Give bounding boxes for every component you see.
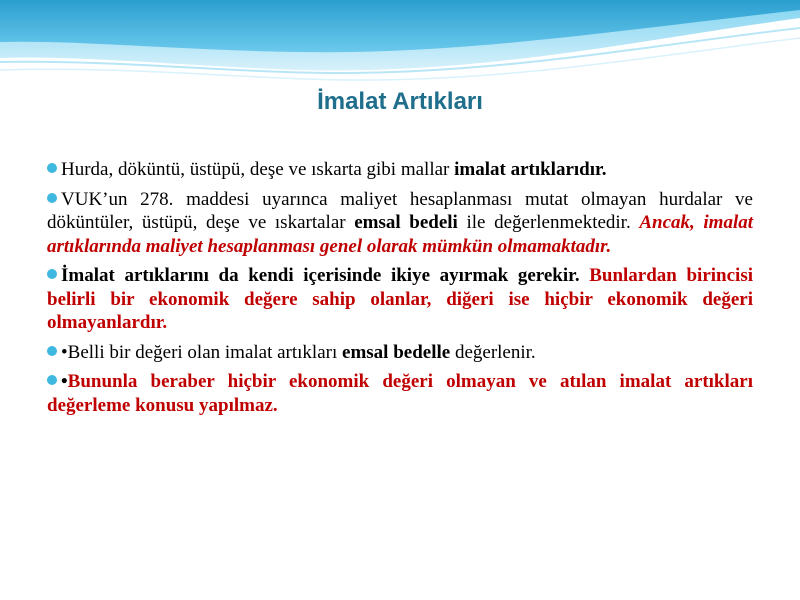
- bullet-dot-icon: [47, 163, 57, 173]
- bullet-paragraph-3: [47, 264, 753, 335]
- bullet-3-text: İmalat artıklarını da kendi içerisinde ikiye ayırmak gerekir.: [61, 265, 580, 286]
- bullet-paragraph-1: [47, 158, 753, 182]
- bullet-dot-icon: [47, 346, 57, 356]
- bullet-paragraph-5: [47, 370, 753, 417]
- bullet-5-mark: •: [61, 371, 68, 392]
- slide-content: [47, 158, 753, 423]
- bullet-1-emphasis: imalat artıklarıdır.: [454, 159, 607, 180]
- bullet-2-red-note: Ancak, imalat artıklarında maliyet hesaplanması genel olarak mümkün olmamaktadır.: [47, 212, 754, 257]
- bullet-2-text-cont: ile değerlenmektedir.: [457, 212, 640, 233]
- bullet-4-emphasis: emsal bedelle: [342, 341, 451, 363]
- header-wave-decoration: [0, 0, 800, 100]
- bullet-2-emphasis: emsal bedeli: [354, 212, 458, 233]
- bullet-dot-icon: [47, 269, 57, 279]
- bullet-3-red-note: Bunlardan birincisi belirli bir ekonomik değere sahip olanlar, diğeri ise hiçbir ekonomik değeri olmayanlardır.: [47, 265, 753, 333]
- bullet-2-text: VUK’un 278. maddesi uyarınca maliyet hesaplanması mutat olmayan hurdalar ve döküntüler, üstüpü, deşe ve ıskartalar: [47, 188, 753, 233]
- slide-title: İmalat Artıkları: [317, 88, 483, 115]
- bullet-4-text: •Belli bir değeri olan imalat artıkları: [61, 341, 343, 363]
- bullet-paragraph-2: [47, 188, 753, 259]
- bullet-5-red-note: Bununla beraber hiçbir ekonomik değeri olmayan ve atılan imalat artıkları değerleme konusu yapılmaz.: [47, 371, 753, 416]
- bullet-dot-icon: [47, 375, 57, 385]
- bullet-4-text-cont: değerlenir.: [450, 341, 536, 363]
- bullet-dot-icon: [47, 193, 57, 203]
- bullet-paragraph-4: [47, 341, 753, 365]
- bullet-1-text: Hurda, döküntü, üstüpü, deşe ve ıskarta gibi mallar: [61, 159, 455, 180]
